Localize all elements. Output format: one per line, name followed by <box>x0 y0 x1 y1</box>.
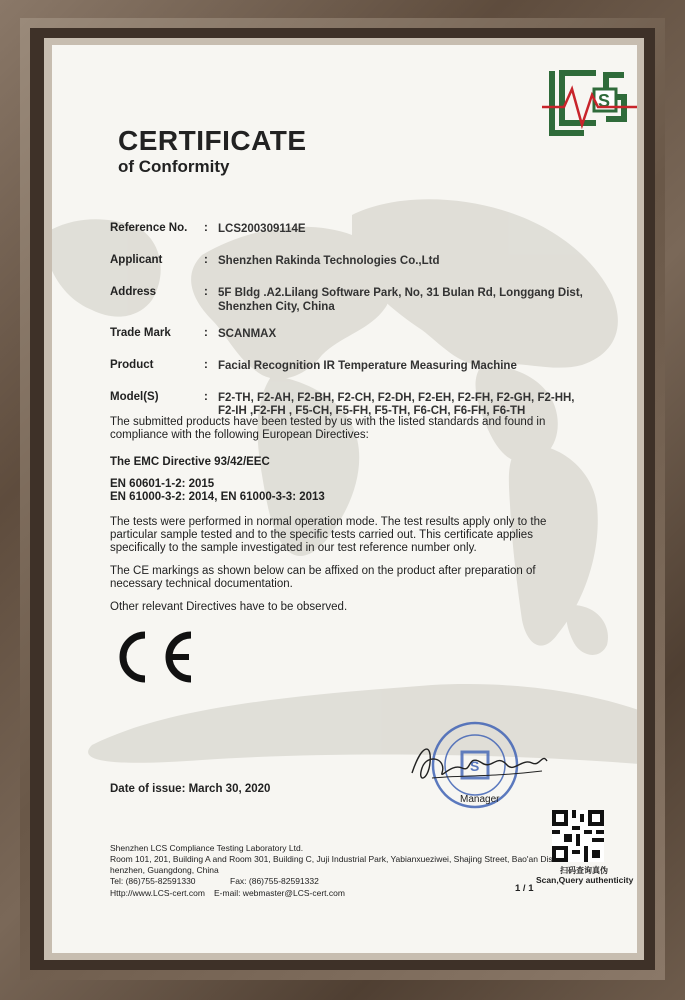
address-line-1: 5F Bldg .A2.Lilang Software Park, No, 31 Bulan Rd, Longgang Dist, <box>218 287 583 299</box>
date-of-issue: Date of issue: March 30, 2020 <box>110 783 271 795</box>
footer-email[interactable]: E-mail: webmaster@LCS-cert.com <box>214 888 345 898</box>
signature <box>402 733 552 793</box>
svg-text:S: S <box>598 91 611 111</box>
certificate-title: CERTIFICATE <box>118 125 307 156</box>
applicant-colon: : <box>204 254 208 266</box>
page-number: 1 / 1 <box>515 883 534 894</box>
submitted-line-2: compliance with the following European Directives: <box>110 429 369 441</box>
models-line-2: F2-IH ,F2-FH , F5-CH, F5-FH, F5-TH, F6-CH, F6-FH, F6-TH <box>218 405 526 417</box>
standard-1: EN 60601-1-2: 2015 <box>110 478 215 490</box>
ce-mark-icon <box>109 627 199 687</box>
models-label: Model(S) <box>110 391 159 403</box>
other-directives: Other relevant Directives have to be observed. <box>110 601 348 613</box>
trademark-colon: : <box>204 327 208 339</box>
manager-label: Manager <box>460 794 500 805</box>
address-label: Address <box>110 286 157 298</box>
standard-2: EN 61000-3-2: 2014, EN 61000-3-3: 2013 <box>110 491 325 503</box>
product-value: Facial Recognition IR Temperature Measuring Machine <box>218 360 517 372</box>
directive: The EMC Directive 93/42/EEC <box>110 456 270 468</box>
reference-colon: : <box>204 222 208 234</box>
lcs-logo <box>540 67 637 139</box>
product-label: Product <box>110 359 154 371</box>
trademark-label: Trade Mark <box>110 327 171 339</box>
applicant-value: Shenzhen Rakinda Technologies Co.,Ltd <box>218 255 440 267</box>
scan-label-cn: 扫码查询真伪 <box>560 866 608 875</box>
applicant-label: Applicant <box>110 254 163 266</box>
certificate-paper <box>52 45 637 953</box>
models-line-1: F2-TH, F2-AH, F2-BH, F2-CH, F2-DH, F2-EH, F2-FH, F2-GH, F2-HH, <box>218 392 575 404</box>
reference-value: LCS200309114E <box>218 223 306 235</box>
footer-address-2: henzhen, Guangdong, China <box>110 865 219 875</box>
footer-tel: Tel: (86)755-82591330 <box>110 876 196 886</box>
models-colon: : <box>204 391 208 403</box>
footer-company: Shenzhen LCS Compliance Testing Laboratory Ltd. <box>110 843 304 853</box>
footer-fax: Fax: (86)755-82591332 <box>230 876 319 886</box>
submitted-line-1: The submitted products have been tested by us with the listed standards and found in <box>110 416 546 428</box>
reference-label: Reference No. <box>110 222 188 234</box>
footer-address-1: Room 101, 201, Building A and Room 301, Building C, Juji Industrial Park, Yabianxueziwei, Shajing Street, Bao'an Dis <box>110 854 553 864</box>
address-line-2: Shenzhen City, China <box>218 301 335 313</box>
product-colon: : <box>204 359 208 371</box>
ce-text-line-1: The CE markings as shown below can be affixed on the product after preparation of <box>110 565 536 577</box>
trademark-value: SCANMAX <box>218 328 277 340</box>
ce-text-line-2: necessary technical documentation. <box>110 578 293 590</box>
tests-line-1: The tests were performed in normal operation mode. The test results apply only to the <box>110 516 547 528</box>
svg-text:S: S <box>470 758 480 774</box>
address-colon: : <box>204 286 208 298</box>
qr-code-icon[interactable] <box>552 810 604 862</box>
tests-line-2: particular sample tested and to the specific tests carried out. This certificate applies <box>110 529 533 541</box>
scan-label-en: Scan,Query authenticity <box>536 875 634 885</box>
certificate-subtitle: of Conformity <box>118 157 230 176</box>
footer-website[interactable]: Http://www.LCS-cert.com <box>110 888 205 898</box>
tests-line-3: specifically to the sample investigated in our test reference number only. <box>110 542 477 554</box>
